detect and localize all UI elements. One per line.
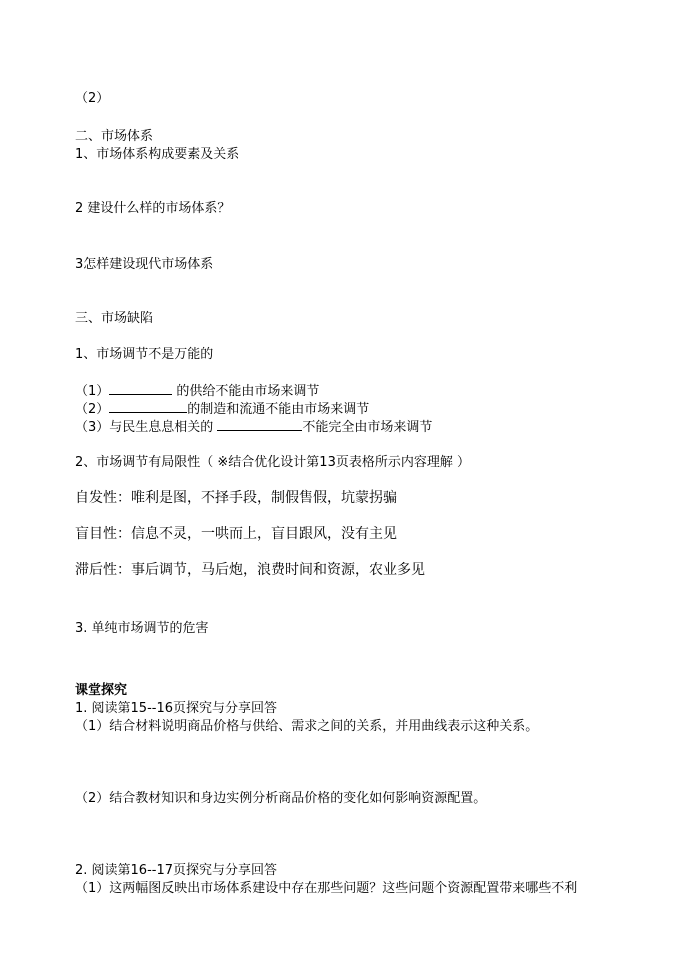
spontaneity-line: 自发性：唯利是图，不择手段，制假售假，坑蒙拐骗 xyxy=(75,490,397,506)
item-1-suffix: 的供给不能由市场来调节 xyxy=(172,384,320,399)
section-2-question-3: 3怎样建设现代市场体系 xyxy=(75,257,214,272)
inquiry-1-question-b: （2）结合教材知识和身边实例分析商品价格的变化如何影响资源配置。 xyxy=(75,791,487,806)
lag-line: 滞后性：事后调节，马后炮，浪费时间和资源，农业多见 xyxy=(75,562,425,578)
section-2-question-1: 1、市场体系构成要素及关系 xyxy=(75,147,240,162)
section-3-question-1: 1、市场调节不是万能的 xyxy=(75,347,214,362)
fill-blank-3[interactable] xyxy=(217,418,302,431)
sub-item-2: （2） xyxy=(75,91,110,106)
inquiry-2-question-a: （1）这两幅图反映出市场体系建设中存在那些问题？这些问题个资源配置带来哪些不利 xyxy=(75,881,578,896)
section-3-item-1 xyxy=(75,382,319,400)
item-3-suffix: 不能完全由市场来调节 xyxy=(302,420,433,435)
fill-blank-2[interactable] xyxy=(109,400,187,413)
section-3-question-3: 3. 单纯市场调节的危害 xyxy=(75,621,209,636)
section-3-question-2: 2、市场调节有局限性（ ※结合优化设计第13页表格所示内容理解 ） xyxy=(75,455,470,470)
section-3-heading: 三、市场缺陷 xyxy=(75,311,154,326)
item-3-prefix: （3）与民生息息相关的 xyxy=(75,420,218,435)
item-2-prefix: （2） xyxy=(75,402,110,417)
fill-blank-1[interactable] xyxy=(109,382,172,395)
section-3-item-3 xyxy=(75,418,432,436)
inquiry-2: 2. 阅读第16--17页探究与分享回答 xyxy=(75,863,278,878)
inquiry-1-question-a: （1）结合材料说明商品价格与供给、需求之间的关系，并用曲线表示这种关系。 xyxy=(75,719,539,734)
section-3-item-2 xyxy=(75,400,369,418)
item-1-prefix: （1） xyxy=(75,384,110,399)
blindness-line: 盲目性：信息不灵，一哄而上，盲目跟风，没有主见 xyxy=(75,526,397,542)
class-inquiry-heading: 课堂探究 xyxy=(75,683,128,698)
item-2-suffix: 的制造和流通不能由市场来调节 xyxy=(187,402,370,417)
section-2-heading: 二、市场体系 xyxy=(75,129,154,144)
section-2-question-2: 2 建设什么样的市场体系？ xyxy=(75,201,231,216)
inquiry-1: 1. 阅读第15--16页探究与分享回答 xyxy=(75,701,278,716)
